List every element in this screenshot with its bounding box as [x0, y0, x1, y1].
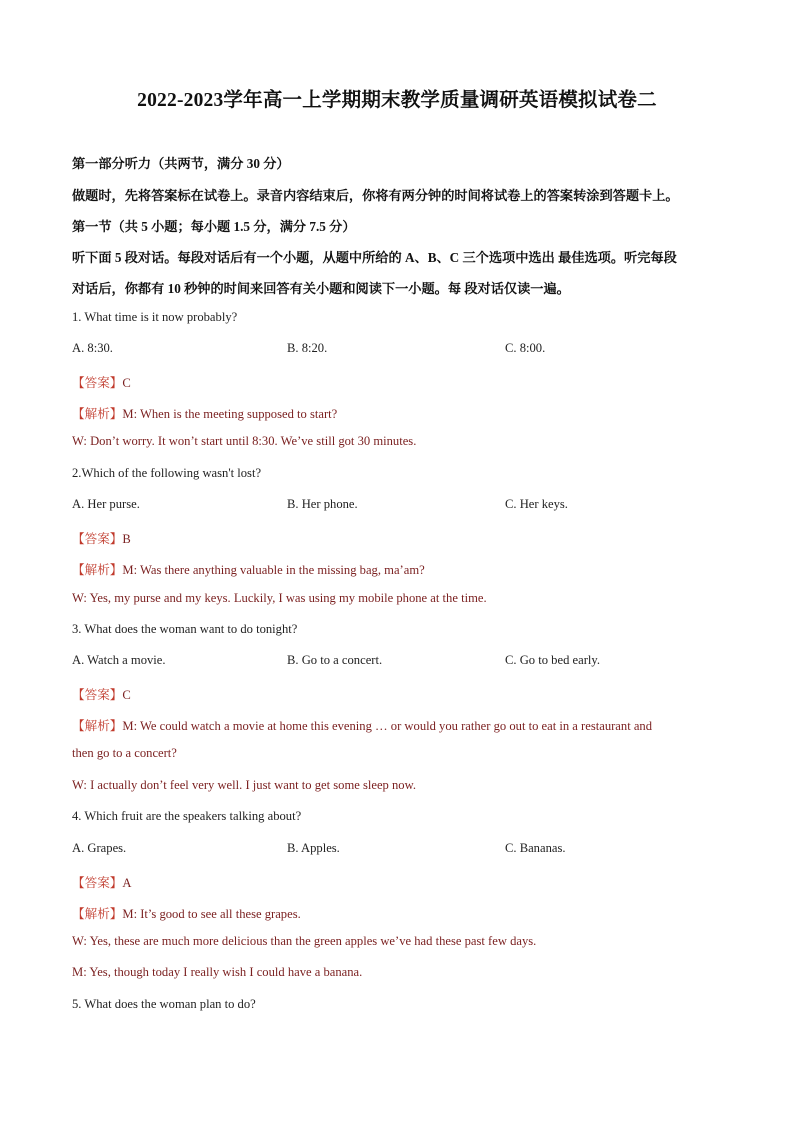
- analysis-line: [72, 403, 337, 422]
- analysis-label: 【解析】: [72, 407, 123, 421]
- answer-line: [72, 872, 131, 891]
- analysis-text: M: It’s good to see all these grapes.: [122, 907, 301, 921]
- option-c: C. Her keys.: [505, 497, 568, 511]
- option-a: A. Watch a movie.: [72, 653, 166, 667]
- option-c: C. Go to bed early.: [505, 653, 601, 667]
- answer-value: C: [122, 688, 131, 702]
- question-stem: 2.Which of the following wasn't lost?: [72, 466, 262, 480]
- page-title: 2022-2023学年高一上学期期末教学质量调研英语模拟试卷二: [137, 90, 657, 111]
- analysis-text: M: Was there anything valuable in the missing bag, ma’am?: [122, 563, 425, 577]
- analysis-text: W: I actually don’t feel very well. I just want to get some sleep now.: [72, 778, 417, 792]
- analysis-label: 【解析】: [72, 719, 123, 733]
- answer-label: 【答案】: [72, 688, 123, 702]
- analysis-label: 【解析】: [72, 563, 123, 577]
- analysis-text: M: We could watch a movie at home this evening … or would you rather go out to eat in a restaurant and: [122, 719, 653, 733]
- analysis-text: M: When is the meeting supposed to start?: [122, 407, 338, 421]
- question-stem: 3. What does the woman want to do tonight?: [72, 622, 298, 636]
- part-heading: 第一部分听力（共两节，满分 30 分）: [72, 156, 290, 171]
- part-instruction: 做题时，先将答案标在试卷上。录音内容结束后，你将有两分钟的时间将试卷上的答案转涂到答题卡上。: [72, 188, 679, 203]
- analysis-line: [72, 903, 301, 922]
- answer-value: A: [122, 876, 132, 890]
- option-c: C. Bananas.: [505, 841, 566, 855]
- answer-line: [72, 684, 131, 703]
- analysis-text: M: Yes, though today I really wish I could have a banana.: [72, 965, 363, 979]
- option-b: B. Go to a concert.: [287, 653, 383, 667]
- analysis-text: W: Don’t worry. It won’t start until 8:30. We’ve still got 30 minutes.: [72, 434, 417, 448]
- option-a: A. Her purse.: [72, 497, 140, 511]
- directions-line-2: 对话后，你都有 10 秒钟的时间来回答有关小题和阅读下一小题。每 段对话仅读一遍。: [72, 281, 570, 296]
- question-stem: 1. What time is it now probably?: [72, 310, 238, 324]
- analysis-label: 【解析】: [72, 907, 123, 921]
- option-b: B. Her phone.: [287, 497, 358, 511]
- analysis-text: W: Yes, my purse and my keys. Luckily, I was using my mobile phone at the time.: [72, 591, 487, 605]
- analysis-line: [72, 559, 425, 578]
- answer-line: [72, 372, 131, 391]
- answer-value: C: [122, 376, 131, 390]
- option-a: A. Grapes.: [72, 841, 127, 855]
- option-c: C. 8:00.: [505, 341, 546, 355]
- directions-line-1: 听下面 5 段对话。每段对话后有一个小题，从题中所给的 A、B、C 三个选项中选出 最佳选项。听完每段: [72, 250, 677, 265]
- option-b: B. Apples.: [287, 841, 340, 855]
- answer-label: 【答案】: [72, 876, 123, 890]
- question-stem: 5. What does the woman plan to do?: [72, 997, 256, 1011]
- option-a: A. 8:30.: [72, 341, 113, 355]
- answer-label: 【答案】: [72, 532, 123, 546]
- section-heading: 第一节（共 5 小题；每小题 1.5 分，满分 7.5 分）: [72, 219, 356, 234]
- analysis-line: [72, 715, 652, 734]
- answer-label: 【答案】: [72, 376, 123, 390]
- analysis-text: W: Yes, these are much more delicious than the green apples we’ve had these past few days.: [72, 934, 537, 948]
- option-b: B. 8:20.: [287, 341, 328, 355]
- analysis-text: then go to a concert?: [72, 746, 177, 760]
- answer-line: [72, 528, 131, 547]
- question-stem: 4. Which fruit are the speakers talking about?: [72, 809, 302, 823]
- answer-value: B: [122, 532, 131, 546]
